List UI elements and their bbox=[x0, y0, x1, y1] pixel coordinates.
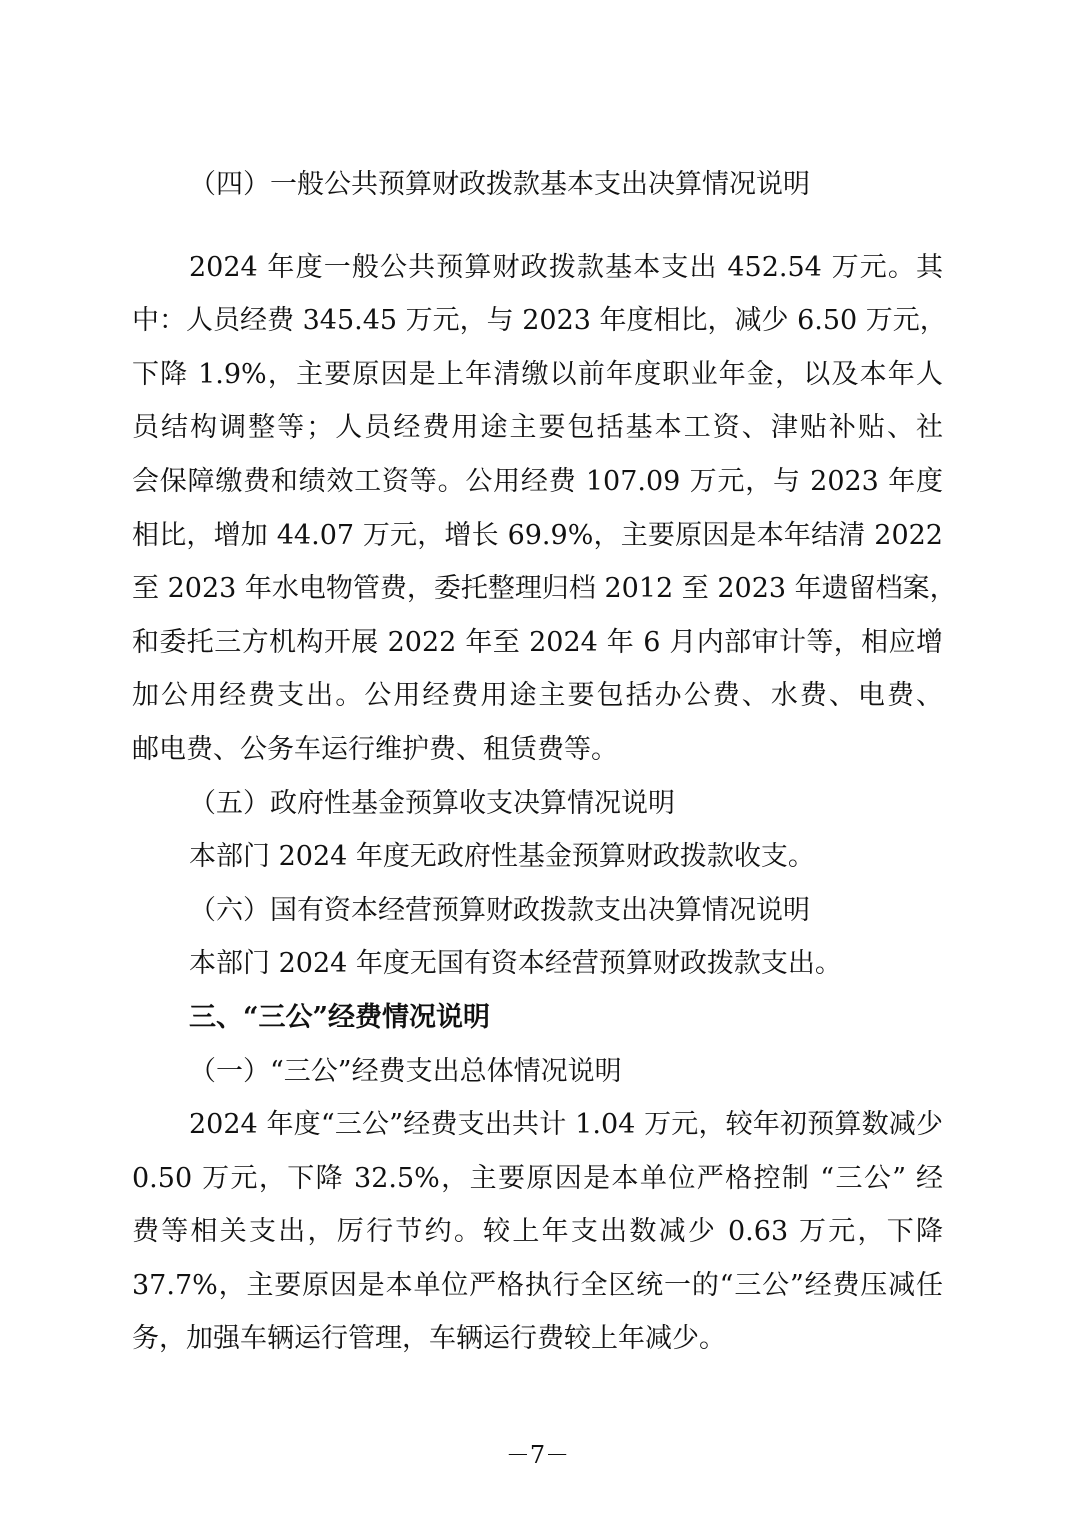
subsection-heading bbox=[132, 884, 943, 938]
text-line: 本部门 2024 年度无政府性基金预算财政拨款收支。 bbox=[189, 841, 815, 873]
subsection-heading bbox=[132, 158, 943, 212]
text-line: （一）“三公”经费支出总体情况说明 bbox=[189, 1055, 622, 1087]
text-line: 37.7%，主要原因是本单位严格执行全区统一的“三公”经费压减任 bbox=[132, 1269, 943, 1301]
text-line: （五）政府性基金预算收支决算情况说明 bbox=[189, 787, 675, 819]
text-line: 相比，增加 44.07 万元，增长 69.9%，主要原因是本年结清 2022 bbox=[132, 519, 943, 551]
text-line: （六）国有资本经营预算财政拨款支出决算情况说明 bbox=[189, 894, 810, 926]
subsection-heading bbox=[132, 777, 943, 831]
text-line: 费等相关支出，厉行节约。较上年支出数减少 0.63 万元，下降 bbox=[132, 1216, 943, 1248]
text-line: 邮电费、公务车运行维护费、租赁费等。 bbox=[132, 733, 618, 765]
document-body bbox=[132, 158, 957, 1366]
paragraph bbox=[132, 830, 943, 884]
section-heading bbox=[132, 991, 943, 1045]
text-line: 会保障缴费和绩效工资等。公用经费 107.09 万元，与 2023 年度 bbox=[132, 465, 943, 497]
text-line: 务，加强车辆运行管理，车辆运行费较上年减少。 bbox=[132, 1323, 726, 1355]
text-line: 0.50 万元，下降 32.5%，主要原因是本单位严格控制 “三公” 经 bbox=[132, 1162, 943, 1194]
text-line: 2024 年度“三公”经费支出共计 1.04 万元，较年初预算数减少 bbox=[189, 1109, 943, 1141]
paragraph bbox=[132, 1098, 943, 1366]
text-line: 三、“三公”经费情况说明 bbox=[189, 1001, 491, 1033]
text-line: 员结构调整等；人员经费用途主要包括基本工资、津贴补贴、社 bbox=[132, 412, 943, 444]
text-line: 中：人员经费 345.45 万元，与 2023 年度相比，减少 6.50 万元， bbox=[132, 305, 947, 337]
text-line: 下降 1.9%，主要原因是上年清缴以前年度职业年金，以及本年人 bbox=[132, 358, 943, 390]
page-number: －7－ bbox=[505, 1441, 570, 1469]
text-line: 本部门 2024 年度无国有资本经营预算财政拨款支出。 bbox=[189, 948, 842, 980]
subsection-heading bbox=[132, 1045, 943, 1099]
text-line: 2024 年度一般公共预算财政拨款基本支出 452.54 万元。其 bbox=[189, 251, 943, 283]
paragraph bbox=[132, 937, 943, 991]
text-line: （四）一般公共预算财政拨款基本支出决算情况说明 bbox=[189, 169, 810, 200]
text-line: 加公用经费支出。公用经费用途主要包括办公费、水费、电费、 bbox=[132, 680, 943, 712]
paragraph bbox=[132, 241, 957, 777]
text-line: 和委托三方机构开展 2022 年至 2024 年 6 月内部审计等，相应增 bbox=[132, 626, 943, 658]
text-line: 至 2023 年水电物管费，委托整理归档 2012 至 2023 年遗留档案， bbox=[132, 573, 957, 605]
